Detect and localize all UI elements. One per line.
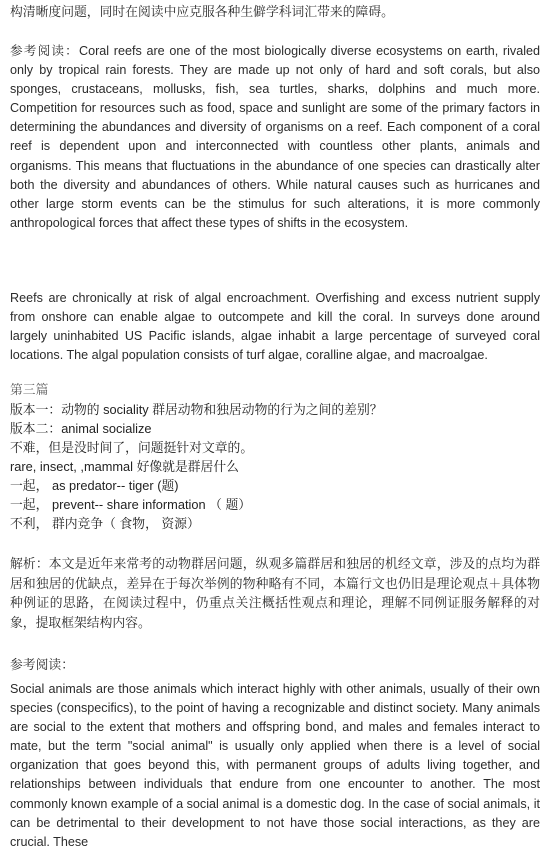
note-line: 版本一：动物的 sociality 群居动物和独居动物的行为之间的差别？ [10, 402, 383, 417]
note-line: 版本二：animal socialize [10, 421, 152, 436]
reference-reading-social-animals: Social animals are those animals which interact highly with other animals, usually of their own species (conspecifics), to the point of having a recognizable and distinct society. Many animals are social to the extent that mothers and offspring bond, and males and females interact to mate, but the term "social animal" is usually only applied when there is a level of social organization that goes beyond this, with permanent groups of adults living together, and relationships between individuals that endure from one encounter to another. The most commonly known example of a social animal is a domestic dog. In the case of social animals, it can be detrimental to their development to not have those social interactions, as they are crucial. These [10, 682, 540, 849]
reference-reading-coral-reefs [10, 42, 540, 233]
note-line: 不难，但是没时间了，问题挺针对文章的。 [10, 440, 254, 455]
continuation-line: 构清晰度问题，同时在阅读中应克服各种生僻学科词汇带来的障碍。 [10, 4, 394, 19]
note-line: 一起， prevent-- share information （ 题） [10, 497, 252, 512]
note-line: rare, insect, ,mammal 好像就是群居什么 [10, 459, 239, 474]
analysis-paragraph: 解析：本文是近年来常考的动物群居问题，纵观多篇群居和独居的机经文章，涉及的点均为群居和独居的优缺点，差异在于每次举例的物种略有不同，本篇行文也仍旧是理论观点＋具体物种例证的思路，在阅读过程中，仍重点关注概括性观点和理论，理解不同例证服务解释的对象，提取框架结构内容。 [10, 556, 540, 630]
reference-label-2: 参考阅读： [10, 657, 74, 672]
recall-notes [10, 400, 540, 533]
note-line: 不利， 群内竞争（ 食物， 资源） [10, 516, 200, 531]
reference-body: Coral reefs are one of the most biologically diverse ecosystems on earth, rivaled only by tropical rain forests. They are made up not only of hard and soft corals, but also sponges, crustaceans, mollusks, fish, sea turtles, sharks, dolphins and much more. Competition for resources such as food, space and sunlight are some of the primary factors in determining the abundances and diversity of organisms on a reef. Each component of a coral reef is dependent upon and interconnected with countless other plants, animals and organisms. This means that fluctuations in the abundance of one species can drastically alter both the diversity and abundances of others. While natural causes such as hurricanes and other large storm events can be the stimulus for such alterations, it is more commonly anthropological forces that affect these types of shifts in the ecosystem. [10, 44, 541, 230]
note-line: 一起， as predator-- tiger (题) [10, 478, 179, 493]
reference-reading-coral-reefs-2: Reefs are chronically at risk of algal encroachment. Overfishing and excess nutrient supply from onshore can enable algae to outcompete and kill the coral. In surveys done around largely uninhabited US Pacific islands, algae inhabit a large percentage of surveyed coral locations. The algal population consists of turf algae, coralline algae, and macroalgae. [10, 291, 540, 363]
reference-label: 参考阅读： [10, 44, 79, 58]
section-title: 第三篇 [10, 382, 49, 397]
